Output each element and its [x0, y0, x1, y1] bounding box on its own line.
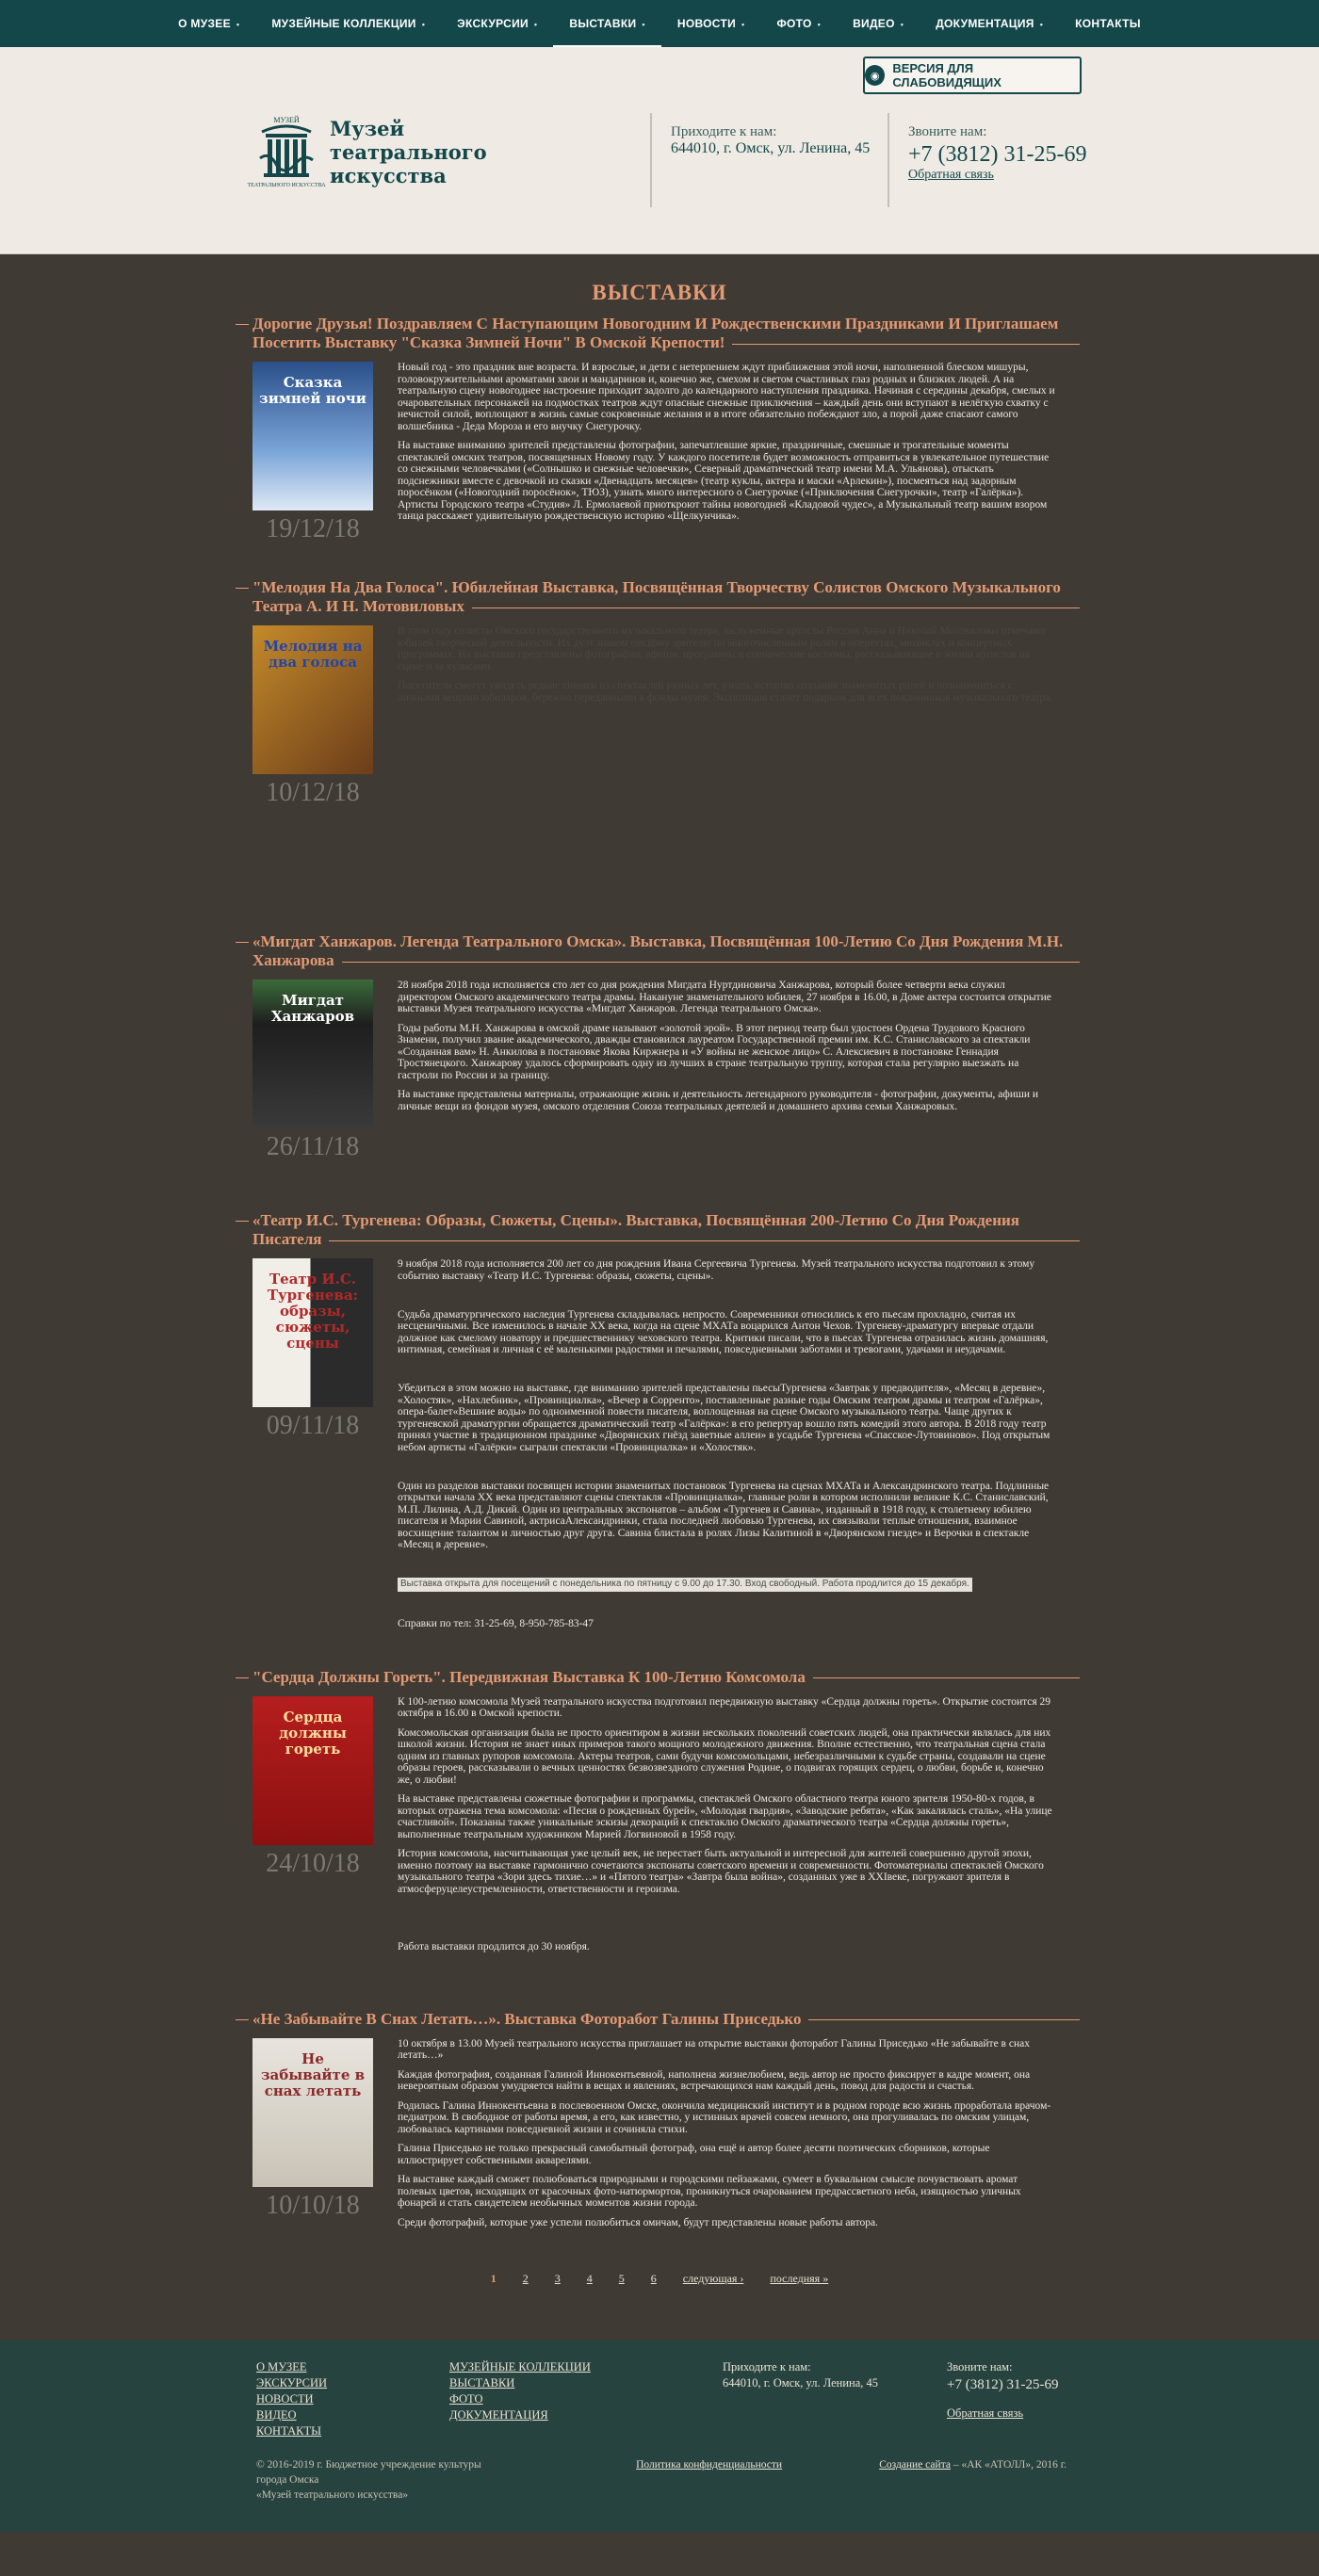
exhibition-date: 09/11/18 — [266, 1411, 360, 1440]
nav-item[interactable] — [255, 0, 441, 47]
logo-line-1: Музей — [330, 116, 405, 140]
exhibition-poster-image[interactable] — [252, 2038, 373, 2187]
spacer — [398, 1289, 1057, 1302]
page-link[interactable]: 5 — [618, 2272, 625, 2285]
poster-caption: Мигдат Ханжаров — [270, 992, 355, 1025]
title-rule — [813, 1677, 1080, 1678]
exhibition-item — [236, 578, 1083, 921]
nav-item[interactable] — [553, 0, 661, 47]
exhibition-title-link[interactable]: "Сердца Должны Гореть". Передвижная Выставка К 100-Летию Комсомола — [236, 1668, 1083, 1687]
exhibition-paragraph: Среди фотографий, которые уже успели полюбиться омичам, будут представлены новые работы автора. — [398, 2216, 878, 2228]
address-value: 644010, г. Омск, ул. Ленина, 45 — [671, 140, 871, 156]
nav-item[interactable] — [661, 0, 761, 47]
footer-menu-link[interactable]: ЭКСКУРСИИ — [256, 2376, 328, 2390]
exhibition-title-link[interactable]: «Не Забывайте В Снах Летать…». Выставка Фоторабот Галины Приседько — [236, 2010, 1083, 2029]
footer-menu-link[interactable]: ДОКУМЕНТАЦИЯ — [449, 2408, 548, 2422]
nav-item-label: ФОТО — [776, 17, 812, 30]
exhibition-date: 19/12/18 — [266, 514, 360, 543]
exhibition-paragraph: 9 ноября 2018 года исполняется 200 лет со дня рождения Ивана Сергеевича Тургенева. Музей театрального искусства подготовил к этому событию выставку «Театр И.С. Тургенева: образы, сюжеты, сцены». — [398, 1258, 1035, 1282]
spacer — [398, 1461, 1057, 1473]
exhibition-paragraph: Каждая фотография, созданная Галиной Иннокентьевной, наполнена жизнелюбием, ведь автор не просто фиксирует в кадре момент, она невероятным образом умудряется найти в вещах и явлениях, встречающихся нам каждый день, повод для радости и счастья. — [398, 2068, 1031, 2092]
exhibition-item — [236, 1211, 1083, 1657]
logo-line-3: искусства — [330, 163, 447, 187]
exhibition-paragraph: На выставке вниманию зрителей представлены фотографии, запечатлевшие яркие, праздничные, смешные и трогательные моменты спектаклей омских театров, посвященных Новому году. У каждого посетителя будет возможность отправиться в увлекательное путешествие со снежными человечками («Солнышко и снежные человечки», Северный драматический театр имени М.А. Ульянова), отыскать подснежники вместе с девочкой из сказки «Двенадцать месяцев» (театр куклы, актера и маски «Арлекин»), посмеяться над задорным поросёнком («Новогодний поросёнок», ТЮЗ), узнать много интересного о Снегурочке («Приключения Снегурочки», театр «Галёрка»). Артисты Городского театра «Студия» Л. Ермолаевой приоткроют тайны новогодней «Кладовой чудес», а Музыкальный театр вашим взором танца расскажет удивительную рождественскую историю «Щелкунчика». — [398, 440, 1050, 522]
address-label: Приходите к нам: — [671, 124, 777, 139]
exhibition-paragraph: История комсомола, насчитывающая уже целый век, не перестает быть актуальной и интересной для жителей совершенно другой эпохи, именно поэтому на выставке гармонично сочетаются экспонаты советского времени и современности. Фотоматериалы спектаклей Омского музыкального театра «Зори здесь тихие…» и «Пятого театра» «Завтра была война», созданных уже в XXIвеке, погружают зрителя в атмосферуцелеустремленности, ответственности и героизма. — [398, 1848, 1044, 1895]
nav-item-label: О МУЗЕЕ — [178, 17, 231, 30]
poster-caption: Театр И.С. Тургенева: образы, сюжеты, сцены — [267, 1271, 359, 1352]
exhibition-paragraph: Комсомольская организация была не просто ориентиром в жизни нескольких поколений советских людей, она практически являлась для них школой жизни. История не знает иных примеров такого мощного молодежного движения. Вполне естественно, что театральная сцена стала одним из главных рупоров комсомола. Актеры театров, сами будучи комсомольцами, небезразличными к судьбе страны, создавали на сцене образы героев, рассказывали о вечных ценностях безвозвездного служения Родине, о подвигах горящих сердец, о любви, борьбе и, конечно же, о любви! — [398, 1726, 1051, 1786]
footer-address-value: 644010, г. Омск, ул. Ленина, 45 — [723, 2376, 879, 2390]
page-next-link[interactable]: следующая › — [682, 2272, 744, 2285]
footer-feedback-link[interactable]: Обратная связь — [947, 2406, 1024, 2420]
logo-line-2: театрального — [330, 139, 487, 164]
exhibition-paragraph: На выставке представлены сюжетные фотографии и программы, спектаклей Омского областного театра юного зрителя 1950-80-х годов, в которых отражена тема комсомола: «Песня о рожденных бурей», «Молодая гвардия», «Заводские ребята», «Как закалялась сталь», «На улице счастливой». Показаны также уникальные эскизы декораций к спектаклю Омского драматического театра «Сердца должны гореть», выполненные театральным художником Марией Логвиновой в 1958 году. — [398, 1793, 1052, 1840]
exhibition-paragraph: 10 октября в 13.00 Музей театрального искусства приглашает на открытие выставки фоторабот Галины Приседько «Не забывайте в снах летать…» — [398, 2037, 1030, 2061]
nav-item[interactable] — [441, 0, 553, 47]
exhibition-poster-image[interactable] — [252, 362, 373, 510]
page-last-link[interactable]: последняя » — [770, 2272, 829, 2285]
nav-separator-dot: • — [741, 20, 745, 29]
nav-item[interactable] — [162, 0, 255, 47]
exhibition-paragraph: В этом году солисты Омского государственного музыкального театра, заслуженные артисты России Анна и Николай Мотовиловы отмечают юбилей творческой деятельности. Их дуэт знаком омскому зрителю по многочисленным ролям в опереттах, мюзиклах и концертных программах. На выставке представлены фотографии, афиши, программы и сценические костюмы, рассказывающие о жизни артистов на сцене и за кулисами. — [398, 625, 1046, 672]
copyright-line-2: города Омска — [256, 2474, 319, 2486]
copyright — [256, 2457, 539, 2503]
exhibition-paragraph: Галина Приседько не только прекрасный самобытный фотограф, она ещё и автор более десяти поэтических сборников, которые иллюстрирует собственными акварелями. — [398, 2143, 990, 2166]
site-header — [0, 47, 1319, 254]
exhibition-date: 10/12/18 — [266, 778, 360, 807]
privacy-policy-link[interactable]: Политика конфиденциальности — [636, 2459, 783, 2471]
phone-number[interactable]: +7 (3812) 31-25-69 — [908, 142, 1087, 167]
nav-item[interactable] — [837, 0, 920, 47]
header-phone — [887, 113, 1087, 207]
poster-caption: Сказка зимней ночи — [259, 374, 366, 407]
copyright-line-1: © 2016-2019 г. Бюджетное учреждение культуры — [256, 2459, 481, 2471]
top-navigation — [0, 0, 1319, 47]
nav-separator-dot: • — [236, 20, 240, 29]
low-vision-label: ВЕРСИЯ ДЛЯ СЛАБОВИДЯЩИХ — [892, 61, 1001, 89]
footer-menu-2 — [449, 2359, 591, 2423]
svg-text:МУЗЕЙ: МУЗЕЙ — [273, 116, 300, 124]
exhibitions-list — [236, 254, 1083, 2341]
footer-address — [723, 2359, 878, 2391]
low-vision-button[interactable] — [863, 57, 1082, 94]
header-address — [650, 113, 870, 207]
exhibition-paragraph: 28 ноября 2018 года исполняется сто лет со дня рождения Мигдата Нуртдиновича Ханжарова, который более четверти века служил директором Омского академического театра драмы. Накануне знаменательного юбилея, 27 ноября в 16.00, в Доме актера состоится открытие выставки Музея театрального искусства «Мигдат Ханжаров. Легенда театрального Омска». — [398, 980, 1051, 1014]
exhibition-poster-image[interactable] — [252, 1696, 373, 1845]
page-link[interactable]: 2 — [522, 2272, 529, 2285]
poster-caption: Мелодия на два голоса — [263, 638, 363, 671]
title-rule — [342, 962, 1080, 963]
footer-menu-link[interactable]: ФОТО — [449, 2392, 483, 2406]
nav-item-label: ВЫСТАВКИ — [569, 17, 637, 30]
footer-menu-link[interactable]: НОВОСТИ — [256, 2392, 314, 2406]
exhibition-description — [398, 2038, 1057, 2237]
footer-menu-link[interactable]: КОНТАКТЫ — [256, 2424, 321, 2438]
nav-item-label: НОВОСТИ — [676, 17, 736, 30]
phone-label: Звоните нам: — [908, 124, 987, 139]
page-link[interactable]: 3 — [554, 2272, 561, 2285]
exhibition-description — [398, 362, 1057, 544]
exhibition-paragraph: Судьба драматургического наследия Тургенева складывалась непросто. Современники относились к его пьесам прохладно, считая их несценичными. Все изменилось в начале XX века, когда на сцене МХАТа воцарился Антон Чехов. Тургеневу-драматургу впервые отдали должное как смелому новатору и предшественнику чеховского театра. Критики писали, что в пьесах Тургенева отразилась жизнь домашняя, интимная, семейная и личная с её маленькими радостями и печалями, повседневными заботами и тревогами, удачами и неудачами. — [398, 1308, 1049, 1355]
footer-menu-link[interactable]: ВЫСТАВКИ — [449, 2376, 515, 2390]
exhibition-paragraph: Годы работы М.Н. Ханжарова в омской драме называют «золотой эрой». В этот период театр был удостоен Ордена Трудового Красного Знамени, получил звание академического, дважды становился лауреатом Государственной премии им. К.С. Станиславского за спектакли «Созданная вам» Н. Анкилова в постановке Якова Киржнера и «У войны не женское лицо» С. Алексиевич в постановке Геннадия Тростянецкого. Ханжарову удалось сформировать одну из лучших в стране театральную труппу, которая стала регулярно выезжать на гастроли по России и за границу. — [398, 1022, 1031, 1081]
svg-text:ТЕАТРАЛЬНОГО ИСКУССТВА: ТЕАТРАЛЬНОГО ИСКУССТВА — [247, 183, 326, 188]
page-link[interactable]: 1 — [490, 2272, 497, 2285]
title-rule — [329, 1240, 1080, 1241]
exhibition-description — [398, 980, 1057, 1162]
theatre-columns-icon — [247, 113, 326, 190]
nav-item[interactable] — [920, 0, 1059, 47]
spacer — [398, 1599, 1057, 1612]
nav-menu — [162, 0, 1157, 47]
nav-separator-dot: • — [817, 20, 822, 29]
eye-icon: ◉ — [865, 65, 885, 86]
exhibition-title-link[interactable]: «Мигдат Ханжаров. Легенда Театрального Омска». Выставка, Посвящённая 100-Летию Со Дня Рождения М.Н. Ханжарова — [236, 932, 1083, 970]
exhibition-item — [236, 315, 1083, 567]
poster-caption: Не забывайте в снах летать — [260, 2049, 366, 2099]
exhibition-date: 10/10/18 — [266, 2190, 360, 2220]
footer-phone-number[interactable]: +7 (3812) 31-25-69 — [947, 2377, 1059, 2392]
exhibition-poster-image[interactable] — [252, 625, 373, 774]
exhibition-poster-image[interactable] — [252, 980, 373, 1128]
exhibition-paragraph: Новый год - это праздник вне возраста. И взрослые, и дети с нетерпением ждут приближения этой ночи, наполненной блеском мишуры, головокружительными ароматами хвои и мандаринов и, конечно же, смехом и светом счастливых глаз родных и близких людей. А на театральную сцену новогоднее настроение приходит задолго до календарного наступления праздника. Начиная с середины декабря, смелых и очаровательных персонажей на подмостках театров ждут опасные снежные приключения – каждый день они вступают в нелёгкую схватку с нечистой силой, воплощают в жизнь самые сокровенные желания и в итоге обязательно побеждают зло, а порой даже спасают самого волшебника - Деда Мороза и его внучку Снегурочку. — [398, 362, 1055, 432]
nav-separator-dot: • — [533, 20, 538, 29]
exhibition-paragraph: Убедиться в этом можно на выставке, где вниманию зрителей представлены пьесыТургенева «Завтрак у предводителя», «Месяц в деревне», «Холостяк», «Нахлебник», «Провинциалка», «Вечер в Сорренто», поставленные разные годы Омским театром драмы и театром «Галёрка», опера-балет«Вешние воды» по одноименной повести писателя, воплощенная на сцене Омского музыкального театра. Чаще других к тургеневской драматургии обращается драматический театр «Галёрка»: в его репертуар вошло пять комедий этого автора. В 2018 году театр принял участие в традиционном празднике «Дворянских гнёзд заветные аллеи» в усадьбе Тургенева «Спасское-Лутовиново». Под открытым небом артисты «Галёрки» сыграли спектакли «Провинциалка» и «Холостяк». — [398, 1383, 1050, 1453]
exhibition-item — [236, 2010, 1083, 2256]
title-rule — [732, 344, 1080, 345]
exhibition-item — [236, 1668, 1083, 1999]
exhibition-paragraph: На выставке каждый сможет полюбоваться природными и городскими пейзажами, сумеет в буквальном смысле почувствовать аромат полевых цветов, исходящих от красочных фото-натюрмортов, проникнуться очарованием предрассветного неба, изящностью уличных фонарей и стать свидетелем необычных моментов жизни города. — [398, 2174, 1021, 2209]
spacer — [398, 1559, 1057, 1571]
nav-item-label: ЭКСКУРСИИ — [457, 17, 529, 30]
exhibition-title-link[interactable]: "Мелодия На Два Голоса". Юбилейная Выставка, Посвящённая Творчеству Солистов Омского Музыкального Театра А. И Н. Мотовиловых — [236, 578, 1083, 616]
exhibition-paragraph: Справки по тел: 31-25-69, 8-950-785-83-47 — [398, 1618, 594, 1629]
footer-menu-1 — [256, 2359, 327, 2439]
poster-caption: Сердца должны гореть — [279, 1708, 347, 1758]
exhibition-paragraph: К 100-летию комсомола Музей театрального искусства подготовил передвижную выставку «Сердца должны гореть». Открытие состоится 29 октября в 16.00 в Омской крепости. — [398, 1695, 1051, 1719]
site-logo[interactable] — [247, 113, 487, 190]
nav-item-label: ВИДЕО — [853, 17, 895, 30]
title-rule — [808, 2019, 1080, 2020]
footer-menu-link[interactable]: О МУЗЕЕ — [256, 2360, 307, 2373]
exhibition-paragraph: Посетители смогут увидеть редкие снимки из спектаклей разных лет, узнать историю создания знаменитых ролей и познакомиться с личными вещами юбиляров, бережно переданными в фонды музея. Экспозиция станет подарком для всех поклонников музыкального театра. — [398, 680, 1053, 704]
nav-item-label: МУЗЕЙНЫЕ КОЛЛЕКЦИИ — [271, 17, 416, 30]
exhibition-title-link[interactable]: Дорогие Друзья! Поздравляем С Наступающим Новогодним И Рождественскими Праздниками И Приглашаем Посетить Выставку "Сказка Зимней Ночи" В Омской Крепости! — [236, 315, 1083, 352]
nav-separator-dot: • — [900, 20, 904, 29]
exhibition-paragraph: На выставке представлены материалы, отражающие жизнь и деятельность легендарного руководителя - фотографии, документы, афиши и личные вещи из фондов музея, омского отделения Союза театральных деятелей и домашнего архива семьи Ханжаровых. — [398, 1089, 1039, 1112]
page-title: ВЫСТАВКИ — [592, 281, 727, 304]
exhibition-paragraph: Работа выставки продлится до 30 ноября. — [398, 1941, 590, 1952]
site-footer — [0, 2341, 1319, 2532]
footer-phone-label: Звоните нам: — [947, 2360, 1013, 2373]
footer-address-label: Приходите к нам: — [723, 2360, 811, 2373]
site-creator-text: – «АК «АТОЛЛ», 2016 г. — [953, 2459, 1067, 2471]
page-link[interactable]: 4 — [586, 2272, 593, 2285]
spacer — [398, 1922, 1057, 1935]
exhibition-paragraph: Родилась Галина Иннокентьевна в послевоенном Омске, окончила медицинский институт и в родном городе всю жизнь проработала врачом-педиатром. В свободное от работы время, а его, как известно, у истинных врачей совсем немного, она прогуливалась по омским улицам, любовалась картинами повседневной жизни и сочиняла стихи. — [398, 2099, 1051, 2135]
nav-item[interactable] — [1059, 0, 1157, 47]
footer-menu-link[interactable]: ВИДЕО — [256, 2408, 297, 2422]
exhibition-item — [236, 932, 1083, 1200]
site-creator-link[interactable]: Создание сайта — [879, 2459, 951, 2471]
nav-separator-dot: • — [1039, 20, 1044, 29]
exhibition-date: 26/11/18 — [266, 1132, 360, 1161]
exhibition-description — [398, 1258, 1057, 1638]
exhibition-title-link[interactable]: «Театр И.С. Тургенева: Образы, Сюжеты, Сцены». Выставка, Посвящённая 200-Летию Со Дня Рождения Писателя — [236, 1211, 1083, 1249]
nav-item-label: КОНТАКТЫ — [1075, 17, 1141, 30]
footer-menu-link[interactable]: МУЗЕЙНЫЕ КОЛЛЕКЦИИ — [449, 2360, 591, 2373]
exhibition-description — [398, 1696, 1057, 1961]
nav-item[interactable] — [760, 0, 837, 47]
nav-separator-dot: • — [642, 20, 645, 29]
exhibition-description — [398, 625, 1057, 808]
copyright-line-3: «Музей театрального искусства» — [256, 2489, 409, 2501]
exhibition-paragraph: Один из разделов выставки посвящен истории знаменитых постановок Тургенева на сценах МХАТа и Александринского театра. Подлинные открытки начала XX века представляют сцены спектакля «Провинциалка», главные роли в котором исполнили великие К.С. Станиславский, М.П. Лилина, А.Д. Дикий. Один из центральных экспонатов – альбом «Тургенев и Савина», изданный в 1918 году, к столетнему юбилею писателя и Марии Савиной, актрисаАлександринки, стала последней любовью Тургенева, их связывали теплые отношения, взаимное восхищение талантом и личностью друг друга. Савина блистала в ролях Лизы Калитиной в «Дворянском гнезде» и Верочки в спектакле «Месяц в деревне». — [398, 1480, 1050, 1550]
exhibition-schedule-notice: Выставка открыта для посещений с понедельника по пятницу с 9.00 до 17.30. Вход свободный. Работа продлится до 15 декабря. — [398, 1578, 972, 1592]
page-link[interactable]: 6 — [650, 2272, 657, 2285]
spacer — [398, 1903, 1057, 1915]
exhibition-date: 24/10/18 — [266, 1848, 360, 1878]
pagination — [236, 2272, 1083, 2286]
nav-separator-dot: • — [421, 20, 426, 29]
feedback-link[interactable]: Обратная связь — [908, 168, 994, 182]
exhibition-poster-image[interactable] — [252, 1258, 373, 1407]
spacer — [398, 1364, 1057, 1376]
nav-item-label: ДОКУМЕНТАЦИЯ — [936, 17, 1034, 30]
footer-phone — [947, 2359, 1058, 2422]
